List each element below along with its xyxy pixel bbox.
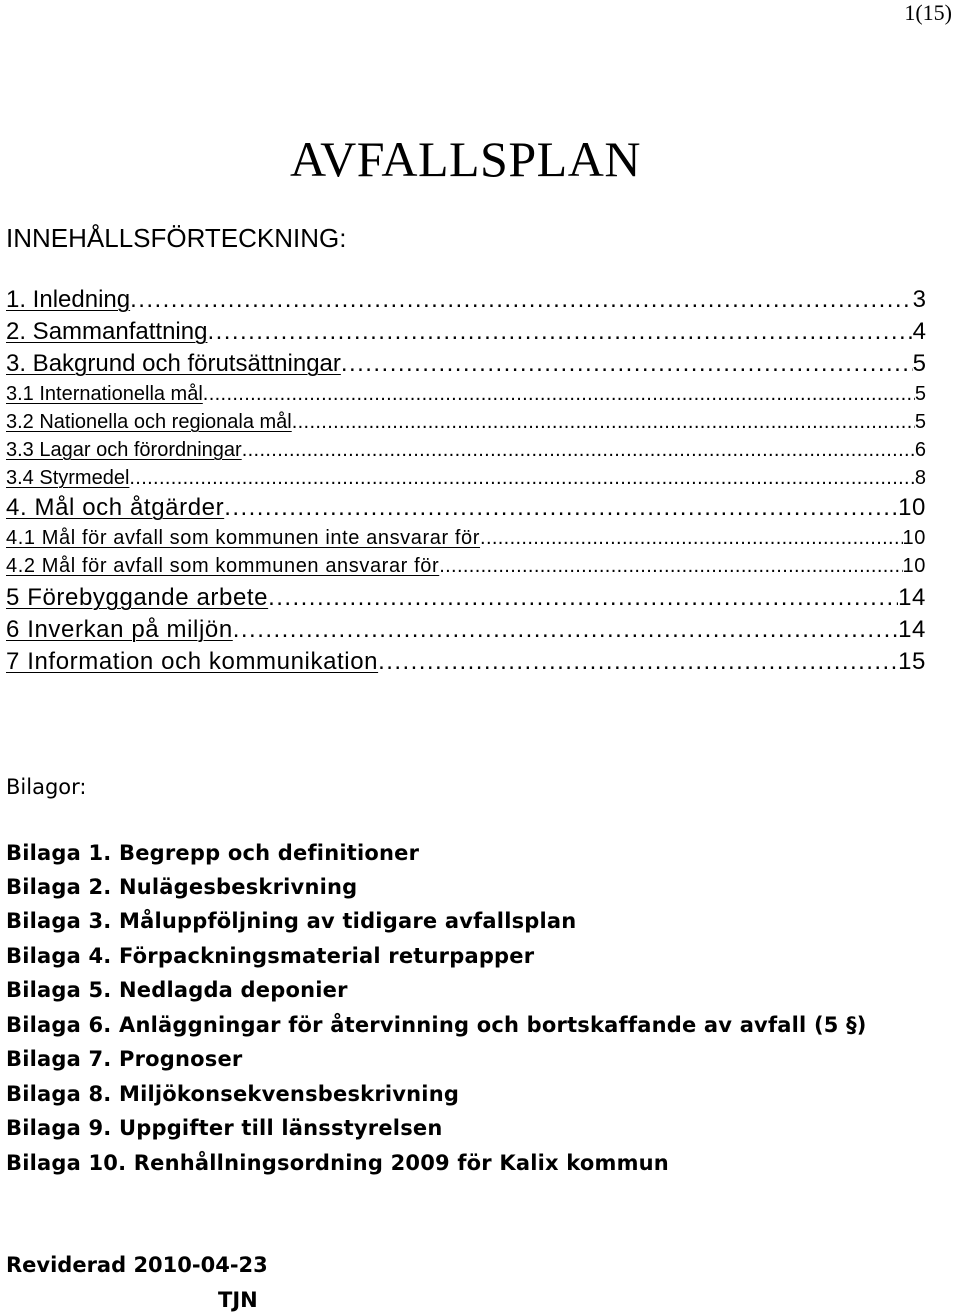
bilaga-item: Bilaga 5. Nedlagda deponier [6, 978, 348, 1002]
toc-entry-label[interactable]: 3.3 Lagar och förordningar [6, 439, 242, 461]
toc-entry-page: 6 [914, 439, 926, 461]
toc-entry-page: 14 [898, 584, 926, 611]
toc-entry-7[interactable] [6, 646, 926, 678]
toc-entry-label[interactable]: 3. Bakgrund och förutsättningar [6, 350, 341, 377]
toc-entry-page: 3 [912, 286, 926, 313]
bilaga-item: Bilaga 1. Begrepp och definitioner [6, 841, 420, 865]
bilaga-item: Bilaga 8. Miljökonsekvensbeskrivning [6, 1082, 460, 1106]
toc-entry-page: 5 [914, 411, 926, 433]
document-title: AVFALLSPLAN [290, 131, 641, 187]
toc-entry-1[interactable] [6, 284, 926, 316]
toc-entry-4-1[interactable] [6, 524, 926, 552]
toc-entry-label[interactable]: 4.2 Mål för avfall som kommunen ansvarar för [6, 555, 440, 577]
toc-entry-label[interactable]: 4.1 Mål för avfall som kommunen inte ansvarar för [6, 527, 481, 549]
toc-entry-label[interactable]: 6 Inverkan på miljön [6, 616, 233, 643]
bilaga-item: Bilaga 3. Måluppföljning av tidigare avfallsplan [6, 909, 577, 933]
bilaga-item: Bilaga 10. Renhållningsordning 2009 för Kalix kommun [6, 1151, 669, 1175]
bilaga-item: Bilaga 9. Uppgifter till länsstyrelsen [6, 1116, 443, 1140]
toc-entry-3[interactable] [6, 348, 926, 380]
toc-entry-page: 5 [914, 383, 926, 405]
toc-entry-3-1[interactable] [6, 380, 926, 408]
toc-entry-label[interactable]: 1. Inledning [6, 286, 131, 313]
toc-entry-page: 10 [902, 527, 926, 549]
toc-entry-label[interactable]: 2. Sammanfattning [6, 318, 208, 345]
toc-entry-4-2[interactable] [6, 552, 926, 580]
toc-entry-label[interactable]: 7 Information och kommunikation [6, 648, 379, 675]
toc-entry-3-4[interactable] [6, 464, 926, 492]
toc-entry-3-3[interactable] [6, 436, 926, 464]
toc-entry-label[interactable]: 4. Mål och åtgärder [6, 494, 225, 521]
toc-entry-4[interactable] [6, 492, 926, 524]
bilaga-item: Bilaga 7. Prognoser [6, 1047, 243, 1071]
bilaga-item: Bilaga 4. Förpackningsmaterial returpapper [6, 944, 535, 968]
bilaga-item: Bilaga 2. Nulägesbeskrivning [6, 875, 358, 899]
bilaga-item: Bilaga 6. Anläggningar för återvinning och bortskaffande av avfall (5 §) [6, 1013, 867, 1037]
toc-entry-page: 10 [902, 555, 926, 577]
toc-entry-label[interactable]: 3.1 Internationella mål [6, 383, 203, 405]
toc-entry-page: 4 [912, 318, 926, 345]
author-initials: TJN [218, 1288, 258, 1312]
revision-date: Reviderad 2010-04-23 [6, 1253, 268, 1277]
toc-entry-2[interactable] [6, 316, 926, 348]
bilagor-heading: Bilagor: [6, 775, 87, 799]
toc-entry-page: 15 [898, 648, 926, 675]
toc-entry-5[interactable] [6, 582, 926, 614]
toc-entry-page: 10 [898, 494, 926, 521]
toc-entry-label[interactable]: 3.4 Styrmedel [6, 467, 130, 489]
toc-entry-label[interactable]: 5 Förebyggande arbete [6, 584, 269, 611]
toc-entry-3-2[interactable] [6, 408, 926, 436]
toc-entry-page: 14 [898, 616, 926, 643]
page-number: 1(15) [904, 0, 952, 25]
toc-entry-label[interactable]: 3.2 Nationella och regionala mål [6, 411, 292, 433]
toc-entry-6[interactable] [6, 614, 926, 646]
toc-heading: INNEHÅLLSFÖRTECKNING: [6, 223, 347, 253]
toc-entry-page: 5 [912, 350, 926, 377]
toc-entry-page: 8 [914, 467, 926, 489]
